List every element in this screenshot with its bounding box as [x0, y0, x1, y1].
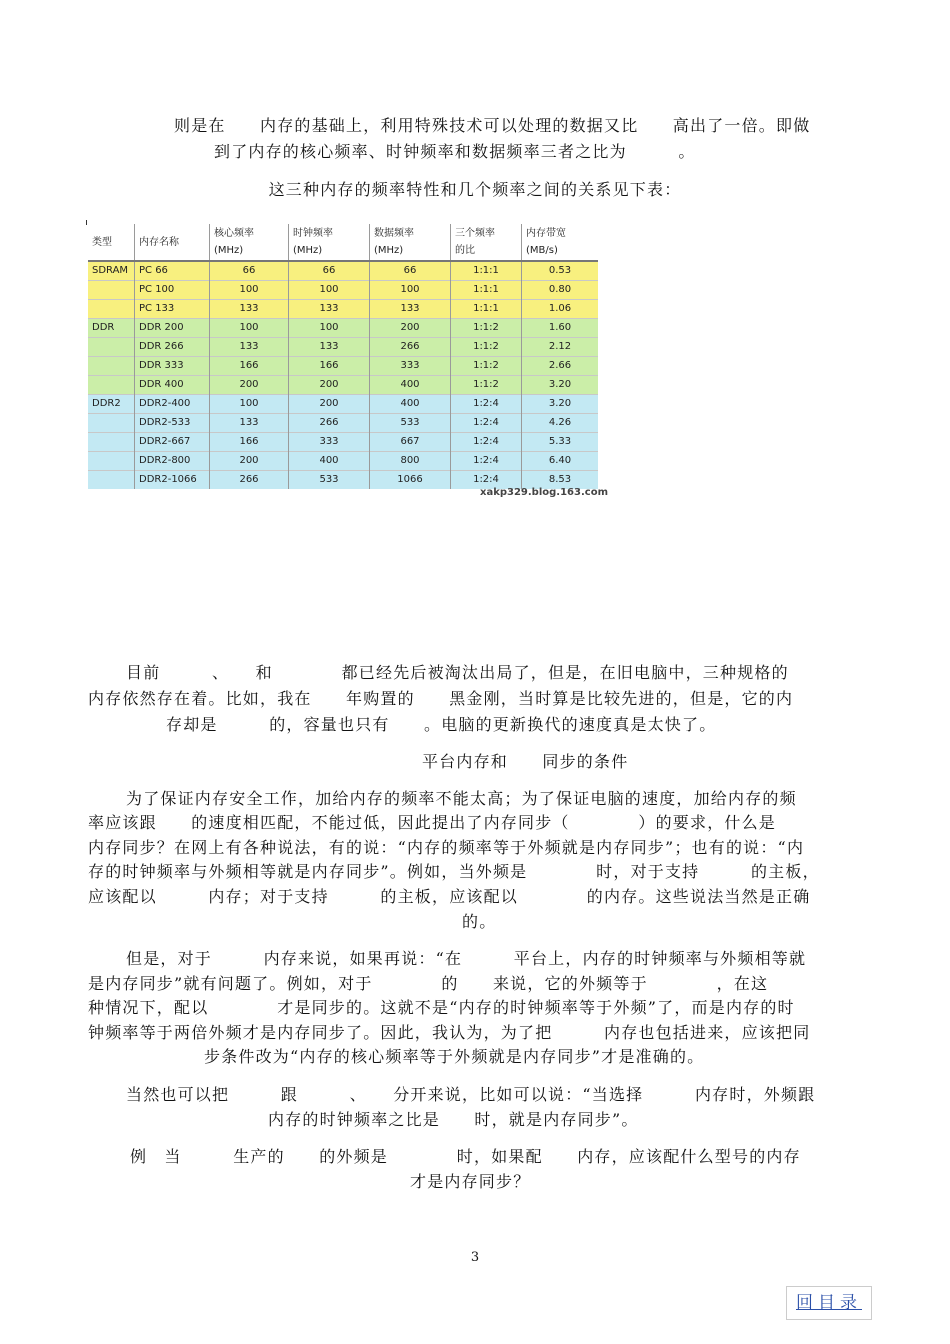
table-header-row	[88, 224, 598, 261]
table-cell: 1:1:2	[451, 376, 522, 395]
table-row	[88, 261, 598, 281]
table-cell: 1.60	[522, 319, 599, 338]
text-line: 应该配以 内存；对于支持 的主板，应该配以 的内存。这些说法当然是正确	[88, 887, 811, 906]
table-cell: PC 66	[135, 261, 210, 281]
table-cell	[88, 452, 135, 471]
header-cell: 数据频率 (MHz)	[370, 224, 451, 261]
table-cell: 133	[289, 300, 370, 319]
table-cell: DDR2-400	[135, 395, 210, 414]
table-cell: 1:1:2	[451, 319, 522, 338]
text-line: 内存依然存在着。比如，我在 年购置的 黑金刚，当时算是比较先进的，但是，它的内	[88, 689, 794, 708]
table-cell: 1:1:1	[451, 281, 522, 300]
table-cell: 2.66	[522, 357, 599, 376]
table-cell: 400	[370, 395, 451, 414]
table-cell: 667	[370, 433, 451, 452]
table-cell: 3.20	[522, 376, 599, 395]
text-line: 存却是 的，容量也只有 。电脑的更新换代的速度真是太快了。	[166, 715, 717, 734]
table-cell: 200	[210, 452, 289, 471]
text-line: 种情况下，配以 才是同步的。这就不是“内存的时钟频率等于外频”了，而是内存的时	[88, 998, 795, 1017]
table-cell: 266	[210, 471, 289, 490]
table-row	[88, 395, 598, 414]
table-cell: DDR2-533	[135, 414, 210, 433]
text-line: 才是内存同步？	[410, 1172, 531, 1191]
table-cell: 5.33	[522, 433, 599, 452]
table-cell: 400	[289, 452, 370, 471]
table-cell: 66	[210, 261, 289, 281]
table-cell: 333	[370, 357, 451, 376]
page-number: 3	[470, 1250, 480, 1265]
table-cell: DDR2-667	[135, 433, 210, 452]
table-cell	[88, 376, 135, 395]
table-cell: DDR	[88, 319, 135, 338]
text-line: 率应该跟 的速度相匹配，不能过低，因此提出了内存同步（ ）的要求，什么是	[88, 813, 777, 832]
table-cell: 133	[370, 300, 451, 319]
table-cell: 100	[210, 395, 289, 414]
table-cell: 8.53	[522, 471, 599, 490]
table-cell: 1:1:1	[451, 261, 522, 281]
table-cell: 133	[210, 300, 289, 319]
text-line: 内存的时钟频率之比是 时，就是内存同步”。	[268, 1110, 639, 1129]
table-cell: 100	[210, 281, 289, 300]
table-cell: 1:2:4	[451, 395, 522, 414]
table-row	[88, 452, 598, 471]
table-cell: 100	[289, 319, 370, 338]
text-line: 存的时钟频率与外频相等就是内存同步”。例如，当外频是 时，对于支持 的主板，	[88, 862, 820, 881]
table-cell: 166	[289, 357, 370, 376]
table-cell: 100	[289, 281, 370, 300]
text-line: 为了保证内存安全工作，加给内存的频率不能太高；为了保证电脑的速度，加给内存的频	[126, 789, 797, 808]
header-cell: 内存名称	[135, 224, 210, 261]
table-cell: 66	[289, 261, 370, 281]
table-cell: 266	[370, 338, 451, 357]
table-cell: PC 133	[135, 300, 210, 319]
table-cell: 200	[289, 376, 370, 395]
table-cell: 6.40	[522, 452, 599, 471]
table-cell: 200	[370, 319, 451, 338]
table-cell: 2.12	[522, 338, 599, 357]
table-cell: 1:1:1	[451, 300, 522, 319]
table-cell: 66	[370, 261, 451, 281]
table-cell: 533	[289, 471, 370, 490]
text-line: 是内存同步”就有问题了。例如，对于 的 来说，它的外频等于 ，在这	[88, 974, 769, 993]
table-cell: 266	[289, 414, 370, 433]
back-to-toc-link[interactable]: 回目录	[786, 1286, 872, 1320]
table-cell: DDR 266	[135, 338, 210, 357]
table-cell: 133	[210, 338, 289, 357]
table-cell: DDR 400	[135, 376, 210, 395]
header-cell: 核心频率 (MHz)	[210, 224, 289, 261]
memory-frequency-table	[88, 224, 598, 489]
table-cell: 333	[289, 433, 370, 452]
table-cell: DDR2-800	[135, 452, 210, 471]
table-cell: 533	[370, 414, 451, 433]
header-cell: 内存带宽 (MB/s)	[522, 224, 599, 261]
image-corner-mark	[86, 220, 87, 225]
text-line: 的。	[462, 912, 497, 931]
text-line: 步条件改为“内存的核心频率等于外频就是内存同步”才是准确的。	[204, 1047, 705, 1066]
table-cell: 166	[210, 357, 289, 376]
table-row	[88, 357, 598, 376]
table-cell	[88, 433, 135, 452]
table-cell: 1:2:4	[451, 471, 522, 490]
text-line: 钟频率等于两倍外频才是内存同步了。因此，我认为，为了把 内存也包括进来，应该把同	[88, 1023, 811, 1042]
table-cell: 400	[370, 376, 451, 395]
header-cell: 类型	[88, 224, 135, 261]
table-row	[88, 281, 598, 300]
table-row	[88, 376, 598, 395]
table-cell: 1:2:4	[451, 433, 522, 452]
table-cell: 800	[370, 452, 451, 471]
table-cell: SDRAM	[88, 261, 135, 281]
text-line: 目前 、 和 都已经先后被淘汰出局了，但是，在旧电脑中，三种规格的	[126, 663, 789, 682]
header-cell: 时钟频率 (MHz)	[289, 224, 370, 261]
table-row	[88, 414, 598, 433]
table-cell	[88, 338, 135, 357]
table-row	[88, 338, 598, 357]
table-cell: 0.80	[522, 281, 599, 300]
table-cell: 133	[289, 338, 370, 357]
table-cell: 1:1:2	[451, 357, 522, 376]
table-cell: DDR2-1066	[135, 471, 210, 490]
watermark-text: xakp329.blog.163.com	[480, 487, 608, 498]
table-cell: 200	[210, 376, 289, 395]
table-cell	[88, 300, 135, 319]
table-cell: DDR 333	[135, 357, 210, 376]
table-cell: 200	[289, 395, 370, 414]
text-line: 例 当 生产的 的外频是 时，如果配 内存，应该配什么型号的内存	[130, 1147, 801, 1166]
table-cell: 1:1:2	[451, 338, 522, 357]
table-cell: 100	[370, 281, 451, 300]
table-cell: 1.06	[522, 300, 599, 319]
header-cell: 三个频率 的比	[451, 224, 522, 261]
table-caption: 这三种内存的频率特性和几个频率之间的关系见下表：	[268, 180, 682, 199]
table-cell: 100	[210, 319, 289, 338]
table-cell: 3.20	[522, 395, 599, 414]
text-line: 则是在 内存的基础上，利用特殊技术可以处理的数据又比 高出了一倍。即做	[174, 116, 811, 135]
table-cell	[88, 357, 135, 376]
section-heading: 平台内存和 同步的条件	[422, 752, 629, 771]
table-cell: 1:2:4	[451, 452, 522, 471]
table-cell: 0.53	[522, 261, 599, 281]
table-cell: 133	[210, 414, 289, 433]
table-row	[88, 433, 598, 452]
table-cell: 166	[210, 433, 289, 452]
table-cell: DDR2	[88, 395, 135, 414]
table-row	[88, 300, 598, 319]
text-line: 内存同步？在网上有各种说法，有的说：“内存的频率等于外频就是内存同步”；也有的说：“内	[88, 838, 805, 857]
table-cell: DDR 200	[135, 319, 210, 338]
text-line: 到了内存的核心频率、时钟频率和数据频率三者之比为 。	[214, 142, 696, 161]
table-cell: PC 100	[135, 281, 210, 300]
table-row	[88, 319, 598, 338]
text-line: 当然也可以把 跟 、 分开来说，比如可以说：“当选择 内存时，外频跟	[126, 1085, 816, 1104]
table-cell	[88, 414, 135, 433]
table-cell: 4.26	[522, 414, 599, 433]
table-cell	[88, 281, 135, 300]
table-cell: 1:2:4	[451, 414, 522, 433]
text-line: 但是，对于 内存来说，如果再说：“在 平台上，内存的时钟频率与外频相等就	[126, 949, 807, 968]
table-cell	[88, 471, 135, 490]
table-cell: 1066	[370, 471, 451, 490]
